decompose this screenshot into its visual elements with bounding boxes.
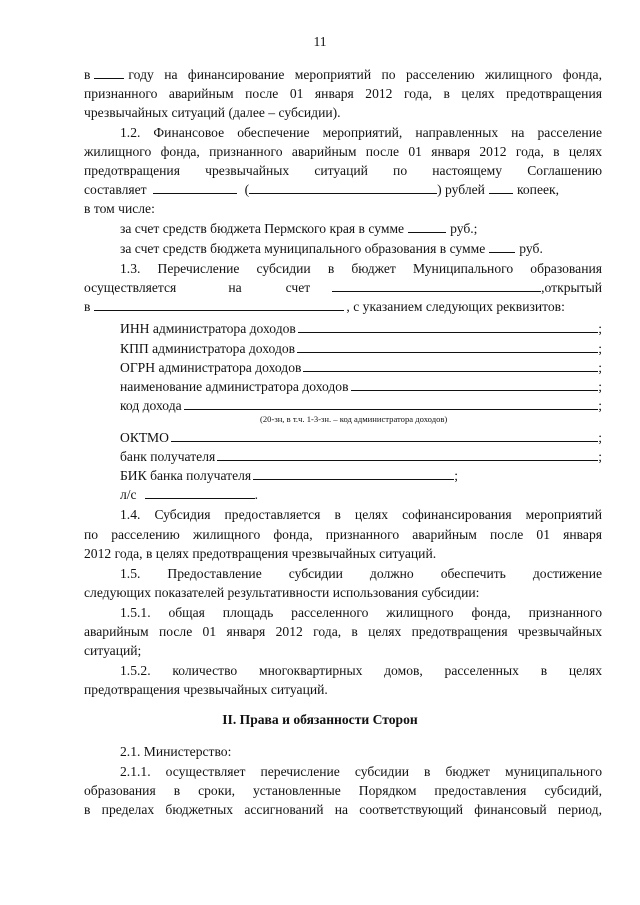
text: , с указанием следующих реквизитов: [346, 299, 565, 314]
field-line [298, 319, 598, 333]
field-kpp [120, 339, 602, 358]
blank-municipal-sum [489, 240, 515, 253]
text: осуществляется [84, 280, 177, 295]
p151-line1: 1.5.1. общая площадь расселенного жилищного фонда, признанного [120, 605, 602, 620]
page-number: 11 [313, 34, 327, 49]
text: за счет средств бюджета Пермского края в сумме [120, 221, 405, 236]
field-income-code [120, 396, 602, 415]
p14-line3: 2012 года, в целях предотвращения чрезвычайных ситуаций. [84, 546, 437, 561]
field-label: ИНН администратора доходов [120, 321, 296, 336]
s2-line3: образования в сроки, установленные Порядком предоставления субсидий, [84, 783, 602, 798]
field-personal-account [120, 486, 602, 504]
text: ; [598, 430, 602, 445]
field-line [253, 466, 454, 480]
p14-line1: 1.4. Субсидия предоставляется в целях софинансирования мероприятий [120, 507, 602, 522]
p15-line2: следующих показателей результативности использования субсидии: [84, 585, 480, 600]
field-line [303, 358, 598, 372]
field-label: наименование администратора доходов [120, 379, 349, 394]
p12-line2: жилищного фонда, признанного аварийным после 01 января 2012 года, в целях [84, 144, 602, 159]
field-oktmo [120, 428, 602, 447]
field-admin-name [120, 377, 602, 396]
p12-line5: в том числе: [84, 201, 155, 216]
text: за счет средств бюджета муниципального образования в сумме [120, 241, 486, 256]
field-label: ОГРН администратора доходов [120, 360, 302, 375]
blank-kopecks [489, 181, 513, 194]
text: ; [598, 379, 602, 394]
text: году на финансирование мероприятий по расселению жилищного фонда, [128, 67, 602, 82]
field-line [297, 339, 598, 353]
blank-regional-sum [408, 220, 446, 233]
field-recipient-bank [120, 447, 602, 466]
field-line [171, 428, 598, 442]
text: ; [598, 449, 602, 464]
s2-line1: 2.1. Министерство: [120, 744, 232, 759]
p13-line3 [84, 298, 602, 316]
field-line [184, 396, 599, 410]
text: руб.; [450, 221, 478, 236]
p151-line2: аварийным после 01 января 2012 года, в целях предотвращения чрезвычайных [84, 624, 602, 639]
s2-line2: 2.1.1. осуществляет перечисление субсидии в бюджет муниципального [120, 764, 602, 779]
p15-line1: 1.5. Предоставление субсидии должно обеспечить достижение [120, 566, 602, 581]
text: ; [598, 398, 602, 413]
field-label: БИК банка получателя [120, 468, 252, 483]
field-label: л/с [120, 487, 137, 502]
p152-line1: 1.5.2. количество многоквартирных домов, расселенных в целях [120, 663, 602, 678]
p12-line7 [120, 240, 602, 258]
field-line [145, 486, 255, 499]
text: открытый [544, 280, 602, 295]
p12-line6 [120, 220, 602, 238]
p12-line1: 1.2. Финансовое обеспечение мероприятий, направленных на расселение [120, 125, 602, 140]
text: составляет [84, 182, 147, 197]
text: ; [598, 360, 602, 375]
field-label: КПП администратора доходов [120, 341, 296, 356]
field-ogrn [120, 358, 602, 377]
text: ; [598, 341, 602, 356]
blank-bank [94, 298, 344, 311]
text: ( [244, 182, 250, 197]
text: на [228, 280, 242, 295]
field-label: код дохода [120, 398, 182, 413]
p14-line2: по расселению жилищного фонда, признанного аварийным после 01 января [84, 527, 602, 542]
s2-line4: в пределах бюджетных ассигнований на соответствующий финансовый период, [84, 802, 602, 817]
p13-line2 [84, 279, 602, 297]
field-line [351, 377, 599, 391]
text: копеек, [516, 182, 560, 197]
field-bik [120, 466, 458, 485]
text: в [84, 67, 91, 82]
field-line [217, 447, 598, 461]
field-inn [120, 319, 602, 338]
blank-amount [153, 181, 237, 194]
blank-account [332, 279, 541, 292]
blank-year [94, 66, 124, 79]
p1-line1 [84, 66, 602, 84]
field-label: банк получателя [120, 449, 216, 464]
section-title: II. Права и обязанности Сторон [222, 712, 418, 727]
text: ; [454, 468, 458, 483]
p13-line1: 1.3. Перечисление субсидии в бюджет Муниципального образования [120, 261, 602, 276]
text: ) рублей [437, 182, 485, 197]
income-code-note: (20-зн, в т.ч. 1-3-зн. – код администратора доходов) [260, 414, 448, 424]
p12-line4 [84, 181, 602, 199]
blank-amount-words [249, 181, 437, 194]
text: счет [285, 280, 311, 295]
p151-line3: ситуаций; [84, 643, 142, 658]
p152-line2: предотвращения чрезвычайных ситуаций. [84, 682, 328, 697]
text: в [84, 299, 91, 314]
field-label: ОКТМО [120, 430, 169, 445]
text: ; [598, 321, 602, 336]
p12-line3: предотвращения чрезвычайных ситуаций по настоящему Соглашению [84, 163, 602, 178]
text: руб. [519, 241, 543, 256]
text: . [254, 487, 259, 502]
p1-line3: чрезвычайных ситуаций (далее – субсидии). [84, 105, 341, 120]
text: , [541, 280, 545, 295]
p1-line2: признанного аварийным после 01 января 2012 года, в целях предотвращения [84, 86, 602, 101]
